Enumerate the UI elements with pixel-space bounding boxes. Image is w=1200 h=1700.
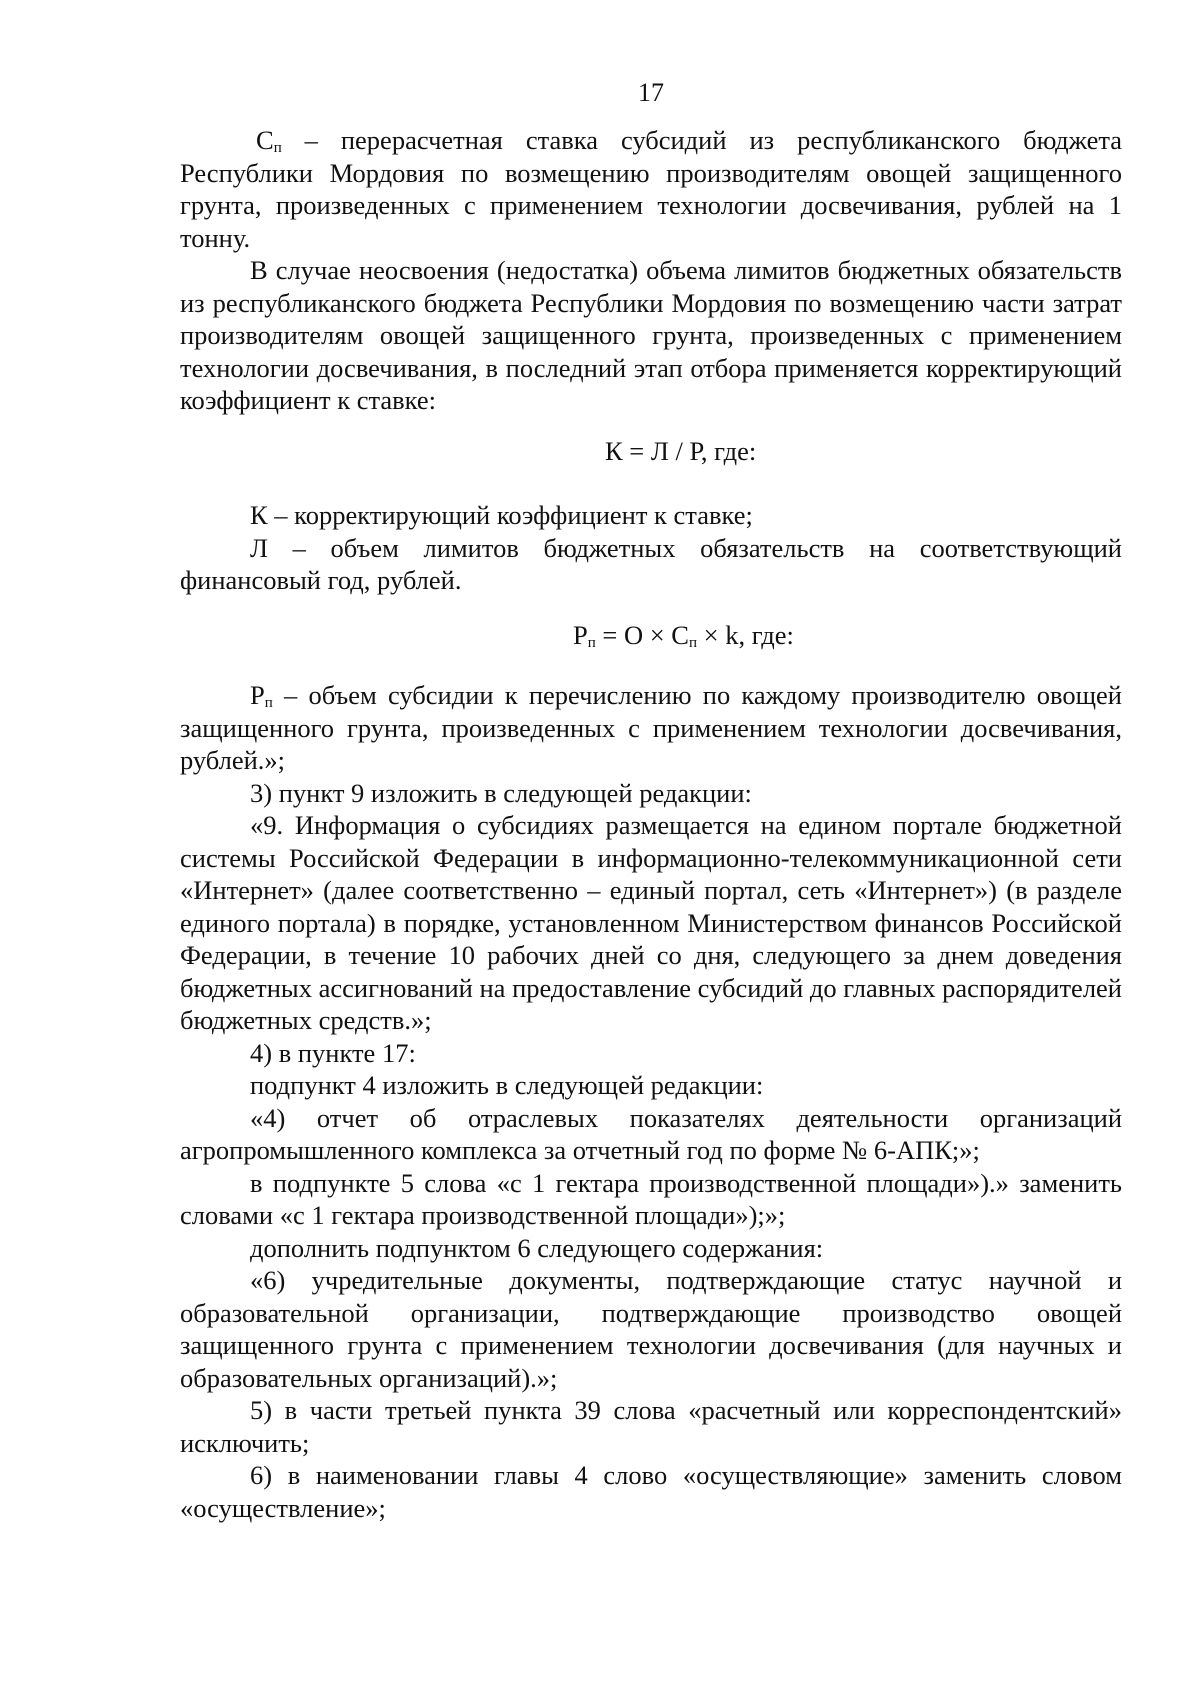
item-4-subitem-4-text: «4) отчет об отраслевых показателях деятельности организаций агропромышленного комплекса за отчетный год по форме № 6-АПК;»; bbox=[180, 1102, 1122, 1165]
item-4-subitem-4: подпункт 4 изложить в следующей редакции: bbox=[250, 1070, 764, 1100]
formula-rp-symbol-subscript: п bbox=[587, 634, 596, 651]
document-body bbox=[180, 124, 1122, 1524]
symbol-r-subscript: п bbox=[264, 695, 273, 711]
item-4-subitem-5: в подпункте 5 слова «с 1 гектара производственной площади»).» заменить словами «с 1 гектара производственной площади»);»; bbox=[180, 1167, 1122, 1230]
cp-definition-text: – перерасчетная ставка субсидий из республиканского бюджета Республики Мордовия по возмещению производителям овощей защищенного грунта, произведенных с применением технологии досвечивания, рублей на 1 тонну. bbox=[180, 125, 1122, 253]
page-number: 17 bbox=[638, 78, 664, 107]
item-4-subitem-6-text: «6) учредительные документы, подтверждающие статус научной и образовательной организации, подтверждающие производство овощей защищенного грунта с применением технологии досвечивания (для научных и образовательных организаций).»; bbox=[180, 1265, 1122, 1393]
formula-rp-middle: = О × С bbox=[595, 619, 689, 650]
item-5: 5) в части третьей пункта 39 слова «расчетный или корреспондентский» исключить; bbox=[180, 1395, 1122, 1458]
definition-l: Л – объем лимитов бюджетных обязательств на соответствующий финансовый год, рублей. bbox=[180, 532, 1122, 595]
definition-k: К – корректирующий коэффициент к ставке; bbox=[250, 500, 753, 530]
formula-k: К = Л / Р, где: bbox=[605, 435, 757, 466]
formula-rp-symbol: Р bbox=[573, 619, 588, 650]
formula-rp-end: × k, где: bbox=[697, 619, 794, 650]
formula-rp bbox=[180, 619, 1122, 652]
rp-definition-text: – объем субсидии к перечислению по каждому производителю овощей защищенного грунта, произведенных с применением технологии досвечивания, рублей.»; bbox=[180, 680, 1122, 775]
symbol-r: Р bbox=[250, 680, 265, 710]
symbol-c: С bbox=[256, 125, 274, 155]
item-6: 6) в наименовании главы 4 слово «осуществляющие» заменить словом «осуществление»; bbox=[180, 1460, 1122, 1523]
paragraph-deficit: В случае неосвоения (недостатка) объема лимитов бюджетных обязательств из республиканского бюджета Республики Мордовия по возмещению части затрат производителям овощей защищенного грунта, произведенных с применением технологии досвечивания, в последний этап отбора применяется корректирующий коэффициент к ставке: bbox=[180, 255, 1122, 415]
document-page bbox=[180, 0, 1122, 1700]
formula-rp-c-subscript: п bbox=[688, 634, 698, 651]
item-4-heading: 4) в пункте 17: bbox=[250, 1037, 416, 1068]
item-4-subitem-6: дополнить подпунктом 6 следующего содержания: bbox=[250, 1232, 824, 1263]
item-3-text: «9. Информация о субсидиях размещается на едином портале бюджетной системы Российской Федерации в информационно-телекоммуникационной сети «Интернет» (далее соответственно – единый портал, сеть «Интернет») (в разделе единого портала) в порядке, установленном Министерством финансов Российской Федерации, в течение 10 рабочих дней со дня, следующего за днем доведения бюджетных ассигнований на предоставление субсидий до главных распорядителей бюджетных средств.»; bbox=[180, 810, 1122, 1035]
symbol-c-subscript: п bbox=[273, 140, 282, 156]
paragraph-cp-definition bbox=[180, 124, 1122, 254]
item-3-heading: 3) пункт 9 изложить в следующей редакции: bbox=[250, 777, 752, 808]
definition-rp bbox=[180, 679, 1122, 777]
